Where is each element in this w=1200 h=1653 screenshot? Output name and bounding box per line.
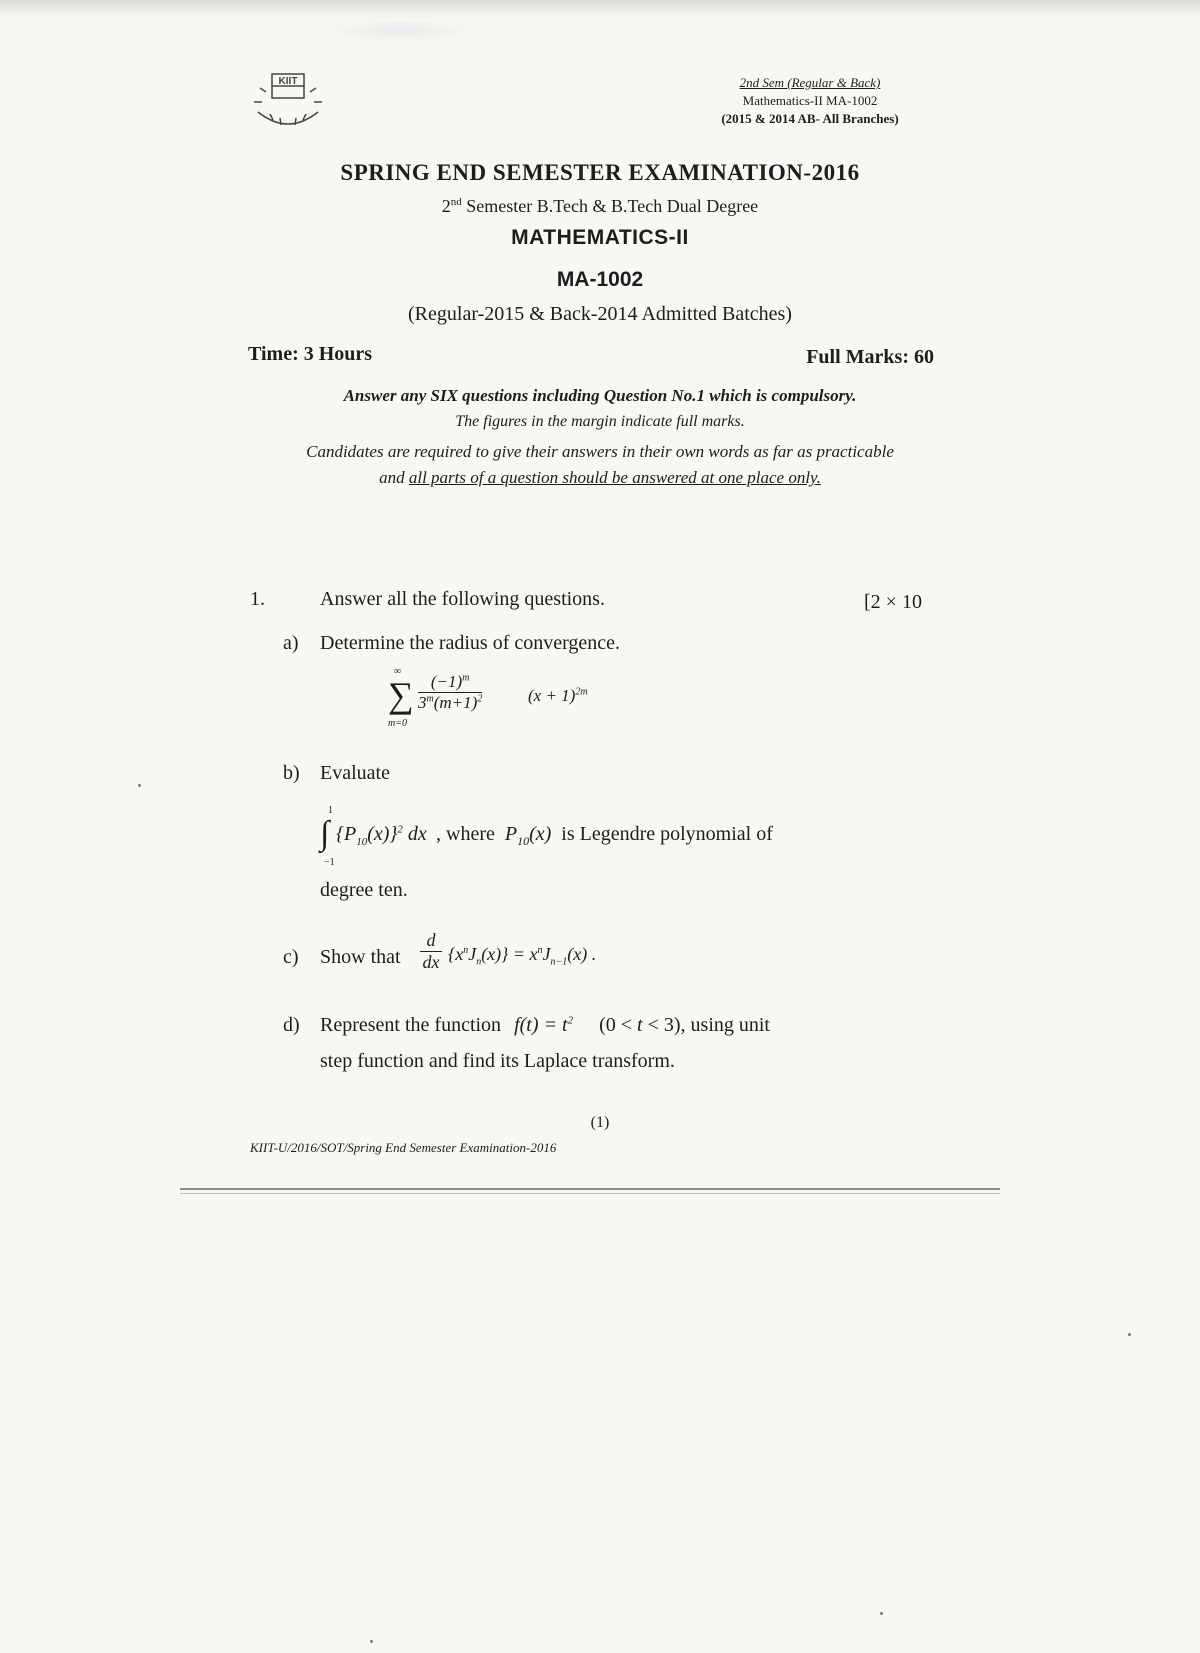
bessel-formula: d dx $\{x^nJ_n(x)\} = x^nJ_{n-1}(x)$ .: [420, 930, 680, 982]
header-subject-code: Mathematics-II MA-1002: [742, 93, 878, 108]
full-marks: Full Marks: 60: [806, 346, 934, 368]
scan-speck: [138, 784, 141, 787]
part-text: Determine the radius of convergence.: [320, 632, 621, 654]
part-text: step function and find its Laplace transform.: [320, 1050, 675, 1072]
series-formula: ∑ ∞ m=0 $\frac{(-1)^m}{3^m(m+1)^2}$ $(x + 1)^{2m}$: [388, 666, 588, 729]
scan-speck: [1128, 1333, 1131, 1336]
instruction-line: Candidates are required to give their answers in their own words as far as practicable: [306, 442, 894, 461]
part-text: degree ten.: [320, 879, 408, 901]
part-label: b): [283, 762, 300, 784]
university-emblem-icon: [250, 68, 326, 130]
instruction-line: and all parts of a question should be answered at one place only.: [379, 468, 821, 487]
scan-speck: [880, 1612, 883, 1615]
footer-code: KIIT-U/2016/SOT/Spring End Semester Examination-2016: [250, 1140, 557, 1155]
instruction-line: Answer any SIX questions including Question No.1 which is compulsory.: [343, 386, 857, 405]
part-label: d): [283, 1014, 300, 1036]
exam-duration: Time: 3 Hours: [248, 343, 373, 365]
part-text: Evaluate: [320, 762, 390, 784]
instruction-line: The figures in the margin indicate full marks.: [455, 413, 745, 430]
part-text: , where $P_{10}(x)$ is Legendre polynomial of: [436, 823, 773, 848]
page-bottom-edge: [180, 1188, 1000, 1194]
svg-text:KIIT: KIIT: [278, 76, 298, 87]
header-semester: 2nd Sem (Regular & Back): [739, 75, 881, 90]
part-label: a): [283, 632, 299, 654]
part-text: Show that: [320, 946, 401, 968]
question-number: 1.: [250, 588, 265, 610]
exam-title: SPRING END SEMESTER EXAMINATION-2016: [340, 160, 860, 185]
page-number: (1): [590, 1114, 610, 1131]
question-text: Answer all the following questions.: [320, 588, 605, 610]
scan-speck: [370, 1640, 373, 1643]
question-marks: [2 × 10: [864, 591, 922, 613]
part-text: Represent the function $f(t) = t^2$ (0 < t < 3), using unit: [320, 1014, 770, 1036]
paper-header-info: [660, 74, 960, 128]
admitted-batches: (Regular-2015 & Back-2014 Admitted Batches): [408, 303, 792, 325]
semester-line: 2nd Semester B.Tech & B.Tech Dual Degree: [441, 196, 759, 216]
scan-smudge: [330, 20, 470, 42]
subject-title: MATHEMATICS-II: [511, 226, 689, 249]
scan-top-edge: [0, 0, 1200, 18]
subject-code: MA-1002: [556, 268, 644, 291]
part-label: c): [283, 946, 299, 968]
header-batches: (2015 & 2014 AB- All Branches): [721, 111, 899, 126]
